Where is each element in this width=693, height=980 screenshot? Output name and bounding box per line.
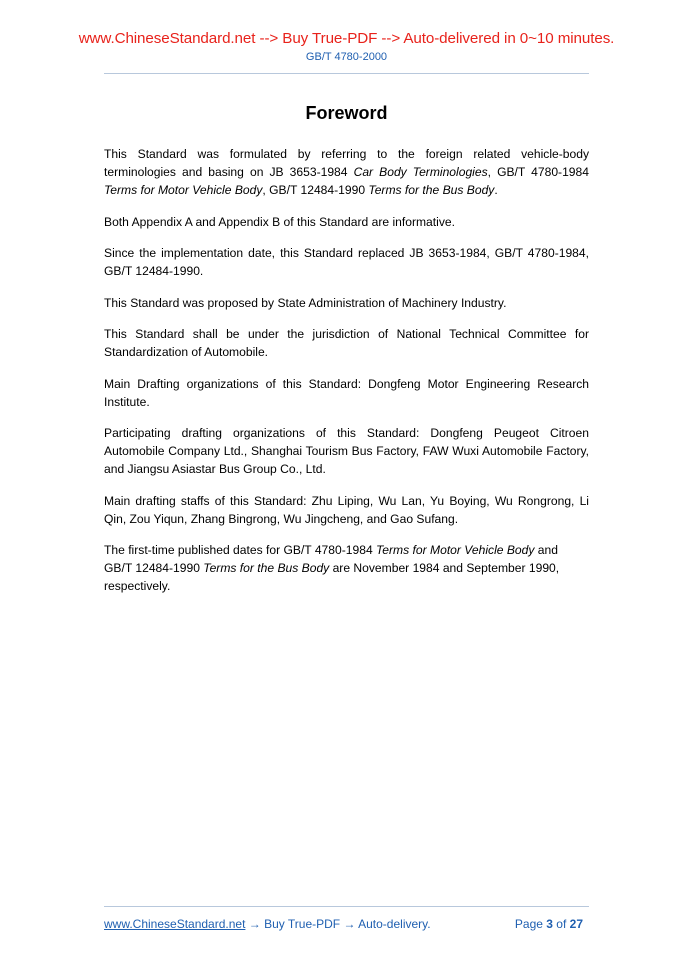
paragraph-text: are November 1984 and September 1990, respectively.	[104, 561, 560, 593]
paragraph-text: , GB/T 12484-1990	[262, 183, 369, 197]
document-title-italic: Terms for the Bus Body	[368, 183, 495, 197]
page-current: 3	[546, 917, 553, 931]
footer-url-link[interactable]: www.ChineseStandard.net	[104, 917, 246, 931]
document-title-italic: Terms for the Bus Body	[203, 561, 330, 575]
arrow-right-icon: →	[343, 917, 356, 931]
page-title: Foreword	[305, 103, 388, 123]
footer-buy-text: Buy True-PDF	[260, 917, 344, 931]
paragraph-text: , GB/T 4780-1984	[487, 165, 589, 179]
paragraph-proposed: This Standard was proposed by State Administration of Machinery Industry.	[104, 295, 507, 310]
paragraph-text: .	[494, 183, 498, 197]
document-title-italic: Terms for Motor Vehicle Body	[104, 183, 263, 197]
paragraph-jurisdiction: This Standard shall be under the jurisdiction of National Technical Committee for Standardization of Automobile.	[104, 327, 589, 359]
document-title-italic: Terms for Motor Vehicle Body	[376, 543, 535, 557]
page-footer	[104, 917, 589, 933]
footer-link[interactable]	[104, 917, 431, 931]
foreword-body	[104, 145, 589, 609]
paragraph-drafting-orgs: Main Drafting organizations of this Standard: Dongfeng Motor Engineering Research Institute.	[104, 376, 589, 409]
document-title-italic: Car Body Terminologies	[353, 165, 488, 179]
paragraph-text: This Standard was formulated by referring to the foreign related vehicle-body terminologies and basing on JB 3653-1984	[104, 147, 589, 179]
page-of-label: of	[552, 917, 570, 931]
paragraph-replaced: Since the implementation date, this Standard replaced JB 3653-1984, GB/T 4780-1984, GB/T 12484-1990.	[104, 246, 589, 278]
header-divider	[104, 73, 589, 74]
standard-code: GB/T 4780-2000	[305, 51, 388, 63]
paragraph-text: and GB/T 12484-1990	[104, 543, 558, 575]
page-number	[515, 917, 583, 931]
top-banner-link[interactable]: www.ChineseStandard.net --> Buy True-PDF --> Auto-delivered in 0~10 minutes.	[78, 30, 615, 47]
paragraph-participating-orgs: Participating drafting organizations of this Standard: Dongfeng Peugeot Citroen Automobile Company Ltd., Shanghai Tourism Bus Factory, FAW Wuxi Automobile Factory, and Jiangsu Asiastar Bus Group Co., Ltd.	[104, 426, 589, 476]
paragraph-appendix: Both Appendix A and Appendix B of this Standard are informative.	[104, 214, 455, 229]
paragraph-basis	[104, 145, 589, 199]
page-total: 27	[569, 917, 583, 931]
footer-delivery-text: Auto-delivery.	[355, 917, 431, 931]
paragraph-text: The first-time published dates for GB/T 4780-1984	[104, 543, 377, 557]
paragraph-drafting-staff: Main drafting staffs of this Standard: Zhu Liping, Wu Lan, Yu Boying, Wu Rongrong, Li Qin, Zou Yiqun, Zhang Bingrong, Wu Jingcheng, and Gao Sufang.	[104, 493, 589, 526]
page-label: Page	[514, 917, 547, 931]
footer-divider	[104, 906, 589, 907]
paragraph-publication-dates	[104, 541, 589, 595]
arrow-right-icon: →	[248, 917, 261, 931]
